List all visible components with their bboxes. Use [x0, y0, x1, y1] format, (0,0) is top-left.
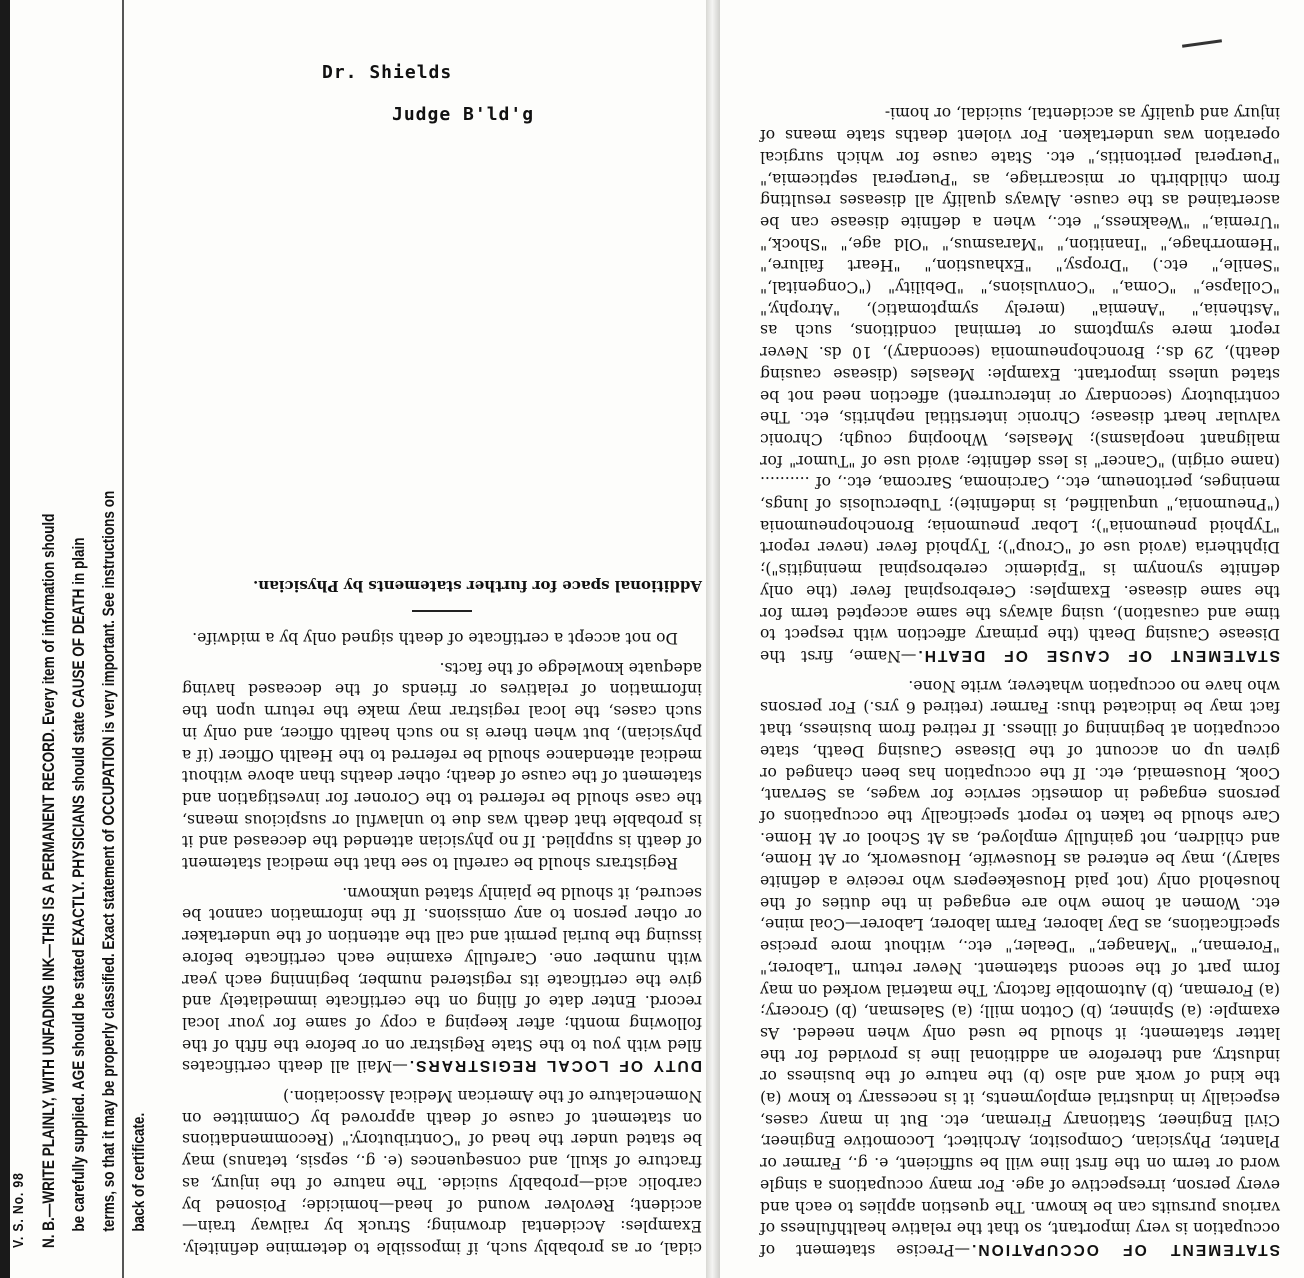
duty-body: —Mail all death certificates filed with you to the State Registrar on or before the fifth of the following month; after keeping a copy of same for your local record. Enter date of filing on the certificate immediately and give the certificate its registered number, beginning each year with number one. Carefully examine each certificate before issuing the burial permit and call the attention of the undertaker or other person to any omissions. If the information cannot be secured, it should be plainly stated unknown.: [181, 883, 702, 1076]
additional-space-label: Additional space for further statements by Physician.: [252, 577, 702, 596]
instruction-strip: [0, 0, 148, 1278]
middle-column: [182, 548, 702, 1258]
section-rule: [412, 610, 472, 612]
instruction-line-3: terms, so that it may be properly classified. Exact statement of OCCUPATION is very important. See instructions on: [100, 490, 118, 1232]
cause-paragraph: [760, 102, 1280, 666]
physician-name: Dr. Shields: [322, 62, 453, 83]
registrar-paragraph: Registrars should be careful to see that the medical statement of death is supplied. If no physician attended the deceased and it is probable that death was due to unlawful or suspicious means, the case should be referred to the Coroner for investigation and statement of the cause of death; other deaths than above without medical attendance should be referred to the Health Officer (if a physician), but when there is no such health officer, and only in such cases, the local registrar may make the return upon the information of relatives or friends of the deceased having adequate knowledge of the facts.: [182, 658, 702, 873]
instruction-line-2: be carefully supplied. AGE should be stated EXACTLY. PHYSICIANS should state CAUSE OF DEATH in plain: [70, 537, 88, 1232]
duty-paragraph: [182, 881, 702, 1076]
instruction-line-1: N. B.—WRITE PLAINLY, WITH UNFADING INK—THIS IS A PERMANENT RECORD. Every item of information should: [40, 513, 58, 1248]
cause-heading: STATEMENT OF CAUSE OF DEATH.: [916, 647, 1280, 665]
midwife-paragraph: Do not accept a certificate of death signed only by a midwife.: [192, 629, 678, 648]
pencil-mark: [1182, 39, 1222, 48]
occupation-heading: STATEMENT OF OCCUPATION.: [970, 1241, 1280, 1258]
page-fold: [706, 0, 720, 1278]
vs-number: V. S. No. 98: [10, 1172, 27, 1248]
occupation-body: —Precise statement of occupation is very important, so that the relative healthfulness of various pursuits can be known. The question applies to each and every person, irrespective of age. For many occupations a single word or term on the first line will be sufficient, e. g., Farmer or Planter, Physician, Compositor, Architect, Locomotive Engineer, Civil Engineer, Stationary Fireman, etc. But in many cases, especially in industrial employments, it is necessary to know (a) the kind of work and also (b) the nature of the business or industry, and therefore an additional line is provided for the latter statement; it should be used only when needed. As example: (a) Spinner, (b) Cotton mill; (a) Salesman, (b) Grocery; (a) Foreman, (b) Automobile factory. The material worked on may form part of the second statement. Never return "Laborer," "Foreman," "Manager," "Dealer," etc., without more precise specifications, as Day laborer, Farm laborer, Laborer—Coal mine, etc. Women at home who are engaged in the duties of the household only (not paid Housekeepers who receive a definite salary), may be entered as Housewife, Housework, or At Home, and children, not gainfully employed, as At School or At Home. Care should be taken to report specifically the occupations of persons engaged in domestic service for wages, as Servant, Cook, Housemaid, etc. If the occupation has been changed or given up on account of the Disease Causing Death, state occupation at beginning of illness. If retired from business, that fact may be indicated thus: Farmer (retired 6 yrs.) For persons who have no occupation whatever, write None.: [760, 676, 1280, 1259]
cause-body: —Name, first the Disease Causing Death (the primary affection with respect to time and causation), using always the same accepted term for the same disease. Examples: Cerebrospinal fever (the only definite synonym is "Epidemic cerebrospinal meningitis"); Diphtheria (avoid use of "Croup"); Typhoid fever (never report "Typhoid pneumonia"); Lobar pneumonia; Bronchopneumonia ("Pneumonia," unqualified, is indefinite); Tuberculosis of lungs, meninges, peritoneum, etc., Carcinoma, Sarcoma, etc., of .......... (name origin) "Cancer" is less definite; avoid use of "Tumor" for malignant neoplasms); Measles, Whooping cough; Chronic valvular heart disease; Chronic interstitial nephritis, etc. The contributory (secondary or intercurrent) affection need not be stated unless important. Example: Measles (disease causing death), 29 ds.; Bronchopneumonia (secondary), 10 ds. Never report mere symptoms or terminal conditions, such as "Asthenia," "Anemia" (merely symptomatic), "Atrophy," "Collapse," "Coma," "Convulsions," "Debility" ("Congenital," "Senile," etc.) "Dropsy," "Exhaustion," "Heart failure," "Hemorrhage," "Inanition," "Marasmus," "Old age," "Shock," "Uremia," "Weakness," etc., when a definite disease can be ascertained as the cause. Always qualify all diseases resulting from childbirth or miscarriage, as "Puerperal septicemia," "Puerperal peritonitis," etc. State cause for which surgical operation was undertaken. For violent deaths state means of injury and qualify as accidental, suicidal, or homi-: [760, 104, 1280, 666]
occupation-paragraph: [760, 674, 1280, 1260]
instruction-line-4: back of certificate.: [130, 1112, 148, 1232]
right-column: [760, 104, 1280, 1260]
strip-divider: [122, 0, 124, 1278]
duty-heading: DUTY OF LOCAL REGISTRARS.: [407, 1057, 702, 1075]
physician-address: Judge B'ld'g: [392, 104, 535, 125]
homicide-continuation: cidal, or as probably such, if impossible to determine definitely. Examples: Accidental drowning; Struck by railway train—accident; Revolver wound of head—homicide; Poisoned by carbolic acid—probably suicide. The nature of the injury, as fracture of skull, and consequences (e. g., sepsis, tetanus) may be stated under the head of "Contributory." (Recommendations on statement of cause of death approved by Committee on Nomenclature of the American Medical Association.): [182, 1087, 702, 1257]
